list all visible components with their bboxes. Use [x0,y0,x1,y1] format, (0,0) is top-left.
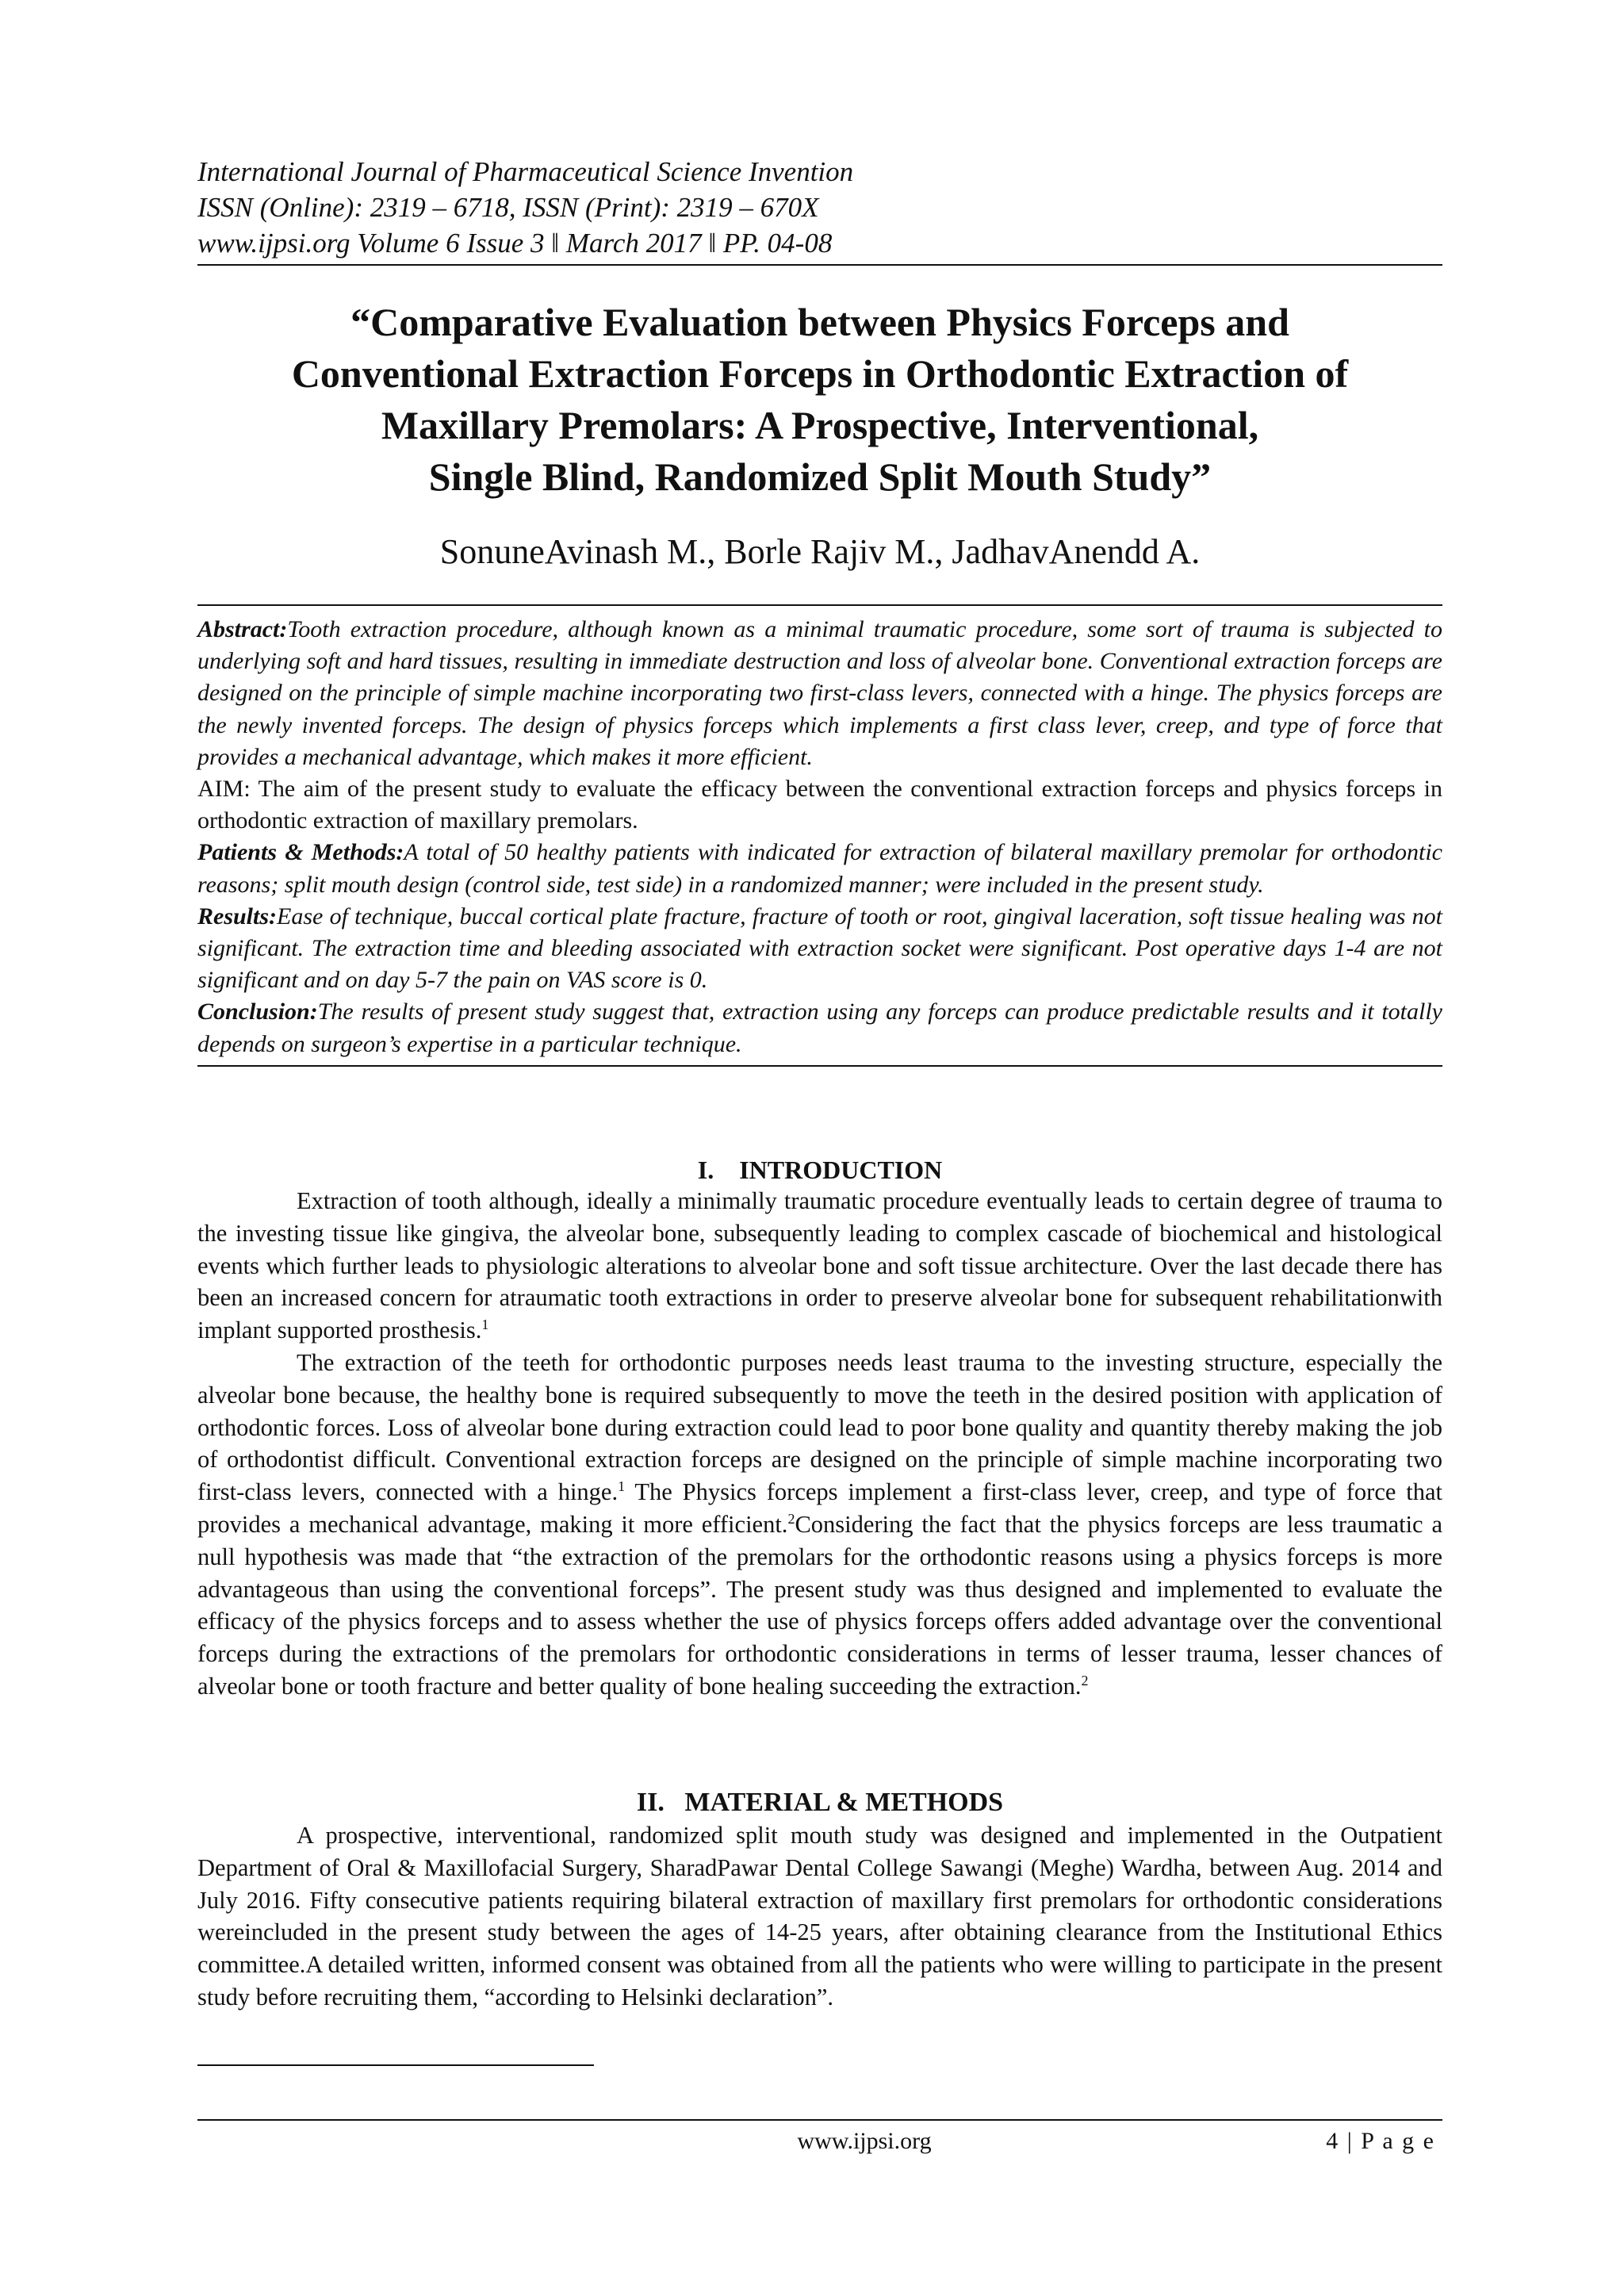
results-text: Ease of technique, buccal cortical plate fracture, fracture of tooth or root, gingival laceration, soft tissue healing was not significant. The extraction time and bleeding associated with extraction socket were significant. Post operative days 1-4 are not significant and on day 5-7 the pain on VAS score is 0. [197,903,1442,994]
journal-name: International Journal of Pharmaceutical Science Invention [197,156,854,187]
abstract-results [197,901,1442,997]
paragraph-text: The extraction of the teeth for orthodontic purposes needs least trauma to the investing structure, especially the alveolar bone because, the healthy bone is required subsequently to move the teeth in the desired position with application of orthodontic forces. Loss of alveolar bone during extraction could lead to poor bone quality and quantity thereby making the job of orthodontist difficult. Conventional extraction forceps are designed on the principle of simple machine incorporating two first-class levers, connected with a hinge. [197,1348,1442,1506]
journal-issue-line: www.ijpsi.org Volume 6 Issue 3 ǁ March 2017 ǁ PP. 04-08 [197,228,833,259]
introduction-body [197,1185,1442,1703]
paragraph-text: The Physics forceps implement a first-class lever, creep, and type of force that provides a mechanical advantage, making it more efficient. [197,1478,1442,1538]
abstract-label: Abstract: [197,616,288,642]
title-line: Single Blind, Randomized Split Mouth Study” [428,454,1212,499]
citation-ref: 2 [1081,1672,1089,1688]
abstract-box [197,604,1442,1067]
body-paragraph [197,1347,1442,1703]
author-list: SonuneAvinash M., Borle Rajiv M., JadhavAnendd A. [439,532,1201,571]
abstract-paragraph [197,614,1442,773]
methods-body [197,1819,1442,2014]
section-heading-methods: II. MATERIAL & METHODS [636,1788,1004,1817]
section-heading-introduction: I. INTRODUCTION [697,1156,943,1184]
journal-issn: ISSN (Online): 2319 – 6718, ISSN (Print): 2319 – 670X [197,192,819,223]
citation-ref: 2 [787,1510,795,1527]
conclusion-text: The results of present study suggest that, extraction using any forceps can produce predictable results and it totally depends on surgeon’s expertise in a particular technique. [197,999,1442,1057]
paragraph-text: Considering the fact that the physics forceps are less traumatic a null hypothesis was made that “the extraction of the premolars for the orthodontic reasons using a physics forceps is more advantageous than using the conventional forceps”. The present study was thus designed and implemented to evaluate the efficacy of the physics forceps and to assess whether the use of physics forceps offers added advantage over the conventional forceps during the extractions of the premolars for orthodontic considerations in terms of lesser trauma, lesser chances of alveolar bone or tooth fracture and better quality of bone healing succeeding the extraction. [197,1510,1442,1700]
paper-title [197,297,1442,503]
header-divider [197,264,1442,266]
abstract-text: Tooth extraction procedure, although known as a minimal traumatic procedure, some sort of trauma is subjected to underlying soft and hard tissues, resulting in immediate destruction and loss of alveolar bone. Conventional extraction forceps are designed on the principle of simple machine incorporating two first-class levers, connected with a hinge. The physics forceps are the newly invented forceps. The design of physics forceps which implements a first class lever, creep, and type of force that provides a mechanical advantage, which makes it more efficient. [197,616,1442,770]
abstract-methods [197,837,1442,900]
methods-text: A total of 50 healthy patients with indicated for extraction of bilateral maxillary premolar for orthodontic reasons; split mouth design (control side, test side) in a randomized manner; were included in the present study. [197,839,1442,898]
abstract-aim: AIM: The aim of the present study to evaluate the efficacy between the conventional extraction forceps and physics forceps in orthodontic extraction of maxillary premolars. [197,776,1442,834]
footer-divider [197,2119,1442,2121]
methods-label: Patients & Methods: [197,839,404,866]
citation-ref: 1 [481,1317,489,1333]
title-line: “Comparative Evaluation between Physics Forceps and [350,300,1289,344]
conclusion-label: Conclusion: [197,999,318,1025]
title-line: Maxillary Premolars: A Prospective, Interventional, [381,403,1259,447]
results-label: Results: [197,903,278,930]
abstract-conclusion [197,996,1442,1060]
footnote-divider [197,2064,594,2066]
page-number: 4 | P a g e [1326,2128,1435,2154]
body-paragraph [197,1185,1442,1347]
footer-url: www.ijpsi.org [797,2128,932,2154]
journal-header [197,154,1442,261]
citation-ref: 1 [618,1478,626,1495]
title-line: Conventional Extraction Forceps in Orthodontic Extraction of [291,351,1349,396]
paragraph-text: Extraction of tooth although, ideally a minimally traumatic procedure eventually leads to certain degree of trauma to the investing tissue like gingiva, the alveolar bone, subsequently leading to complex cascade of biochemical and histological events which further leads to physiologic alterations to alveolar bone and soft tissue architecture. Over the last decade there has been an increased concern for atraumatic tooth extractions in order to preserve alveolar bone for subsequent rehabilitationwith implant supported prosthesis. [197,1187,1442,1344]
body-paragraph: A prospective, interventional, randomized split mouth study was designed and implemented in the Outpatient Department of Oral & Maxillofacial Surgery, SharadPawar Dental College Sawangi (Meghe) Wardha, between Aug. 2014 and July 2016. Fifty consecutive patients requiring bilateral extraction of maxillary first premolars for orthodontic considerations wereincluded in the present study between the ages of 14-25 years, after obtaining clearance from the Institutional Ethics committee.A detailed written, informed consent was obtained from all the patients who were willing to participate in the present study before recruiting them, “according to Helsinki declaration”. [197,1822,1442,2010]
